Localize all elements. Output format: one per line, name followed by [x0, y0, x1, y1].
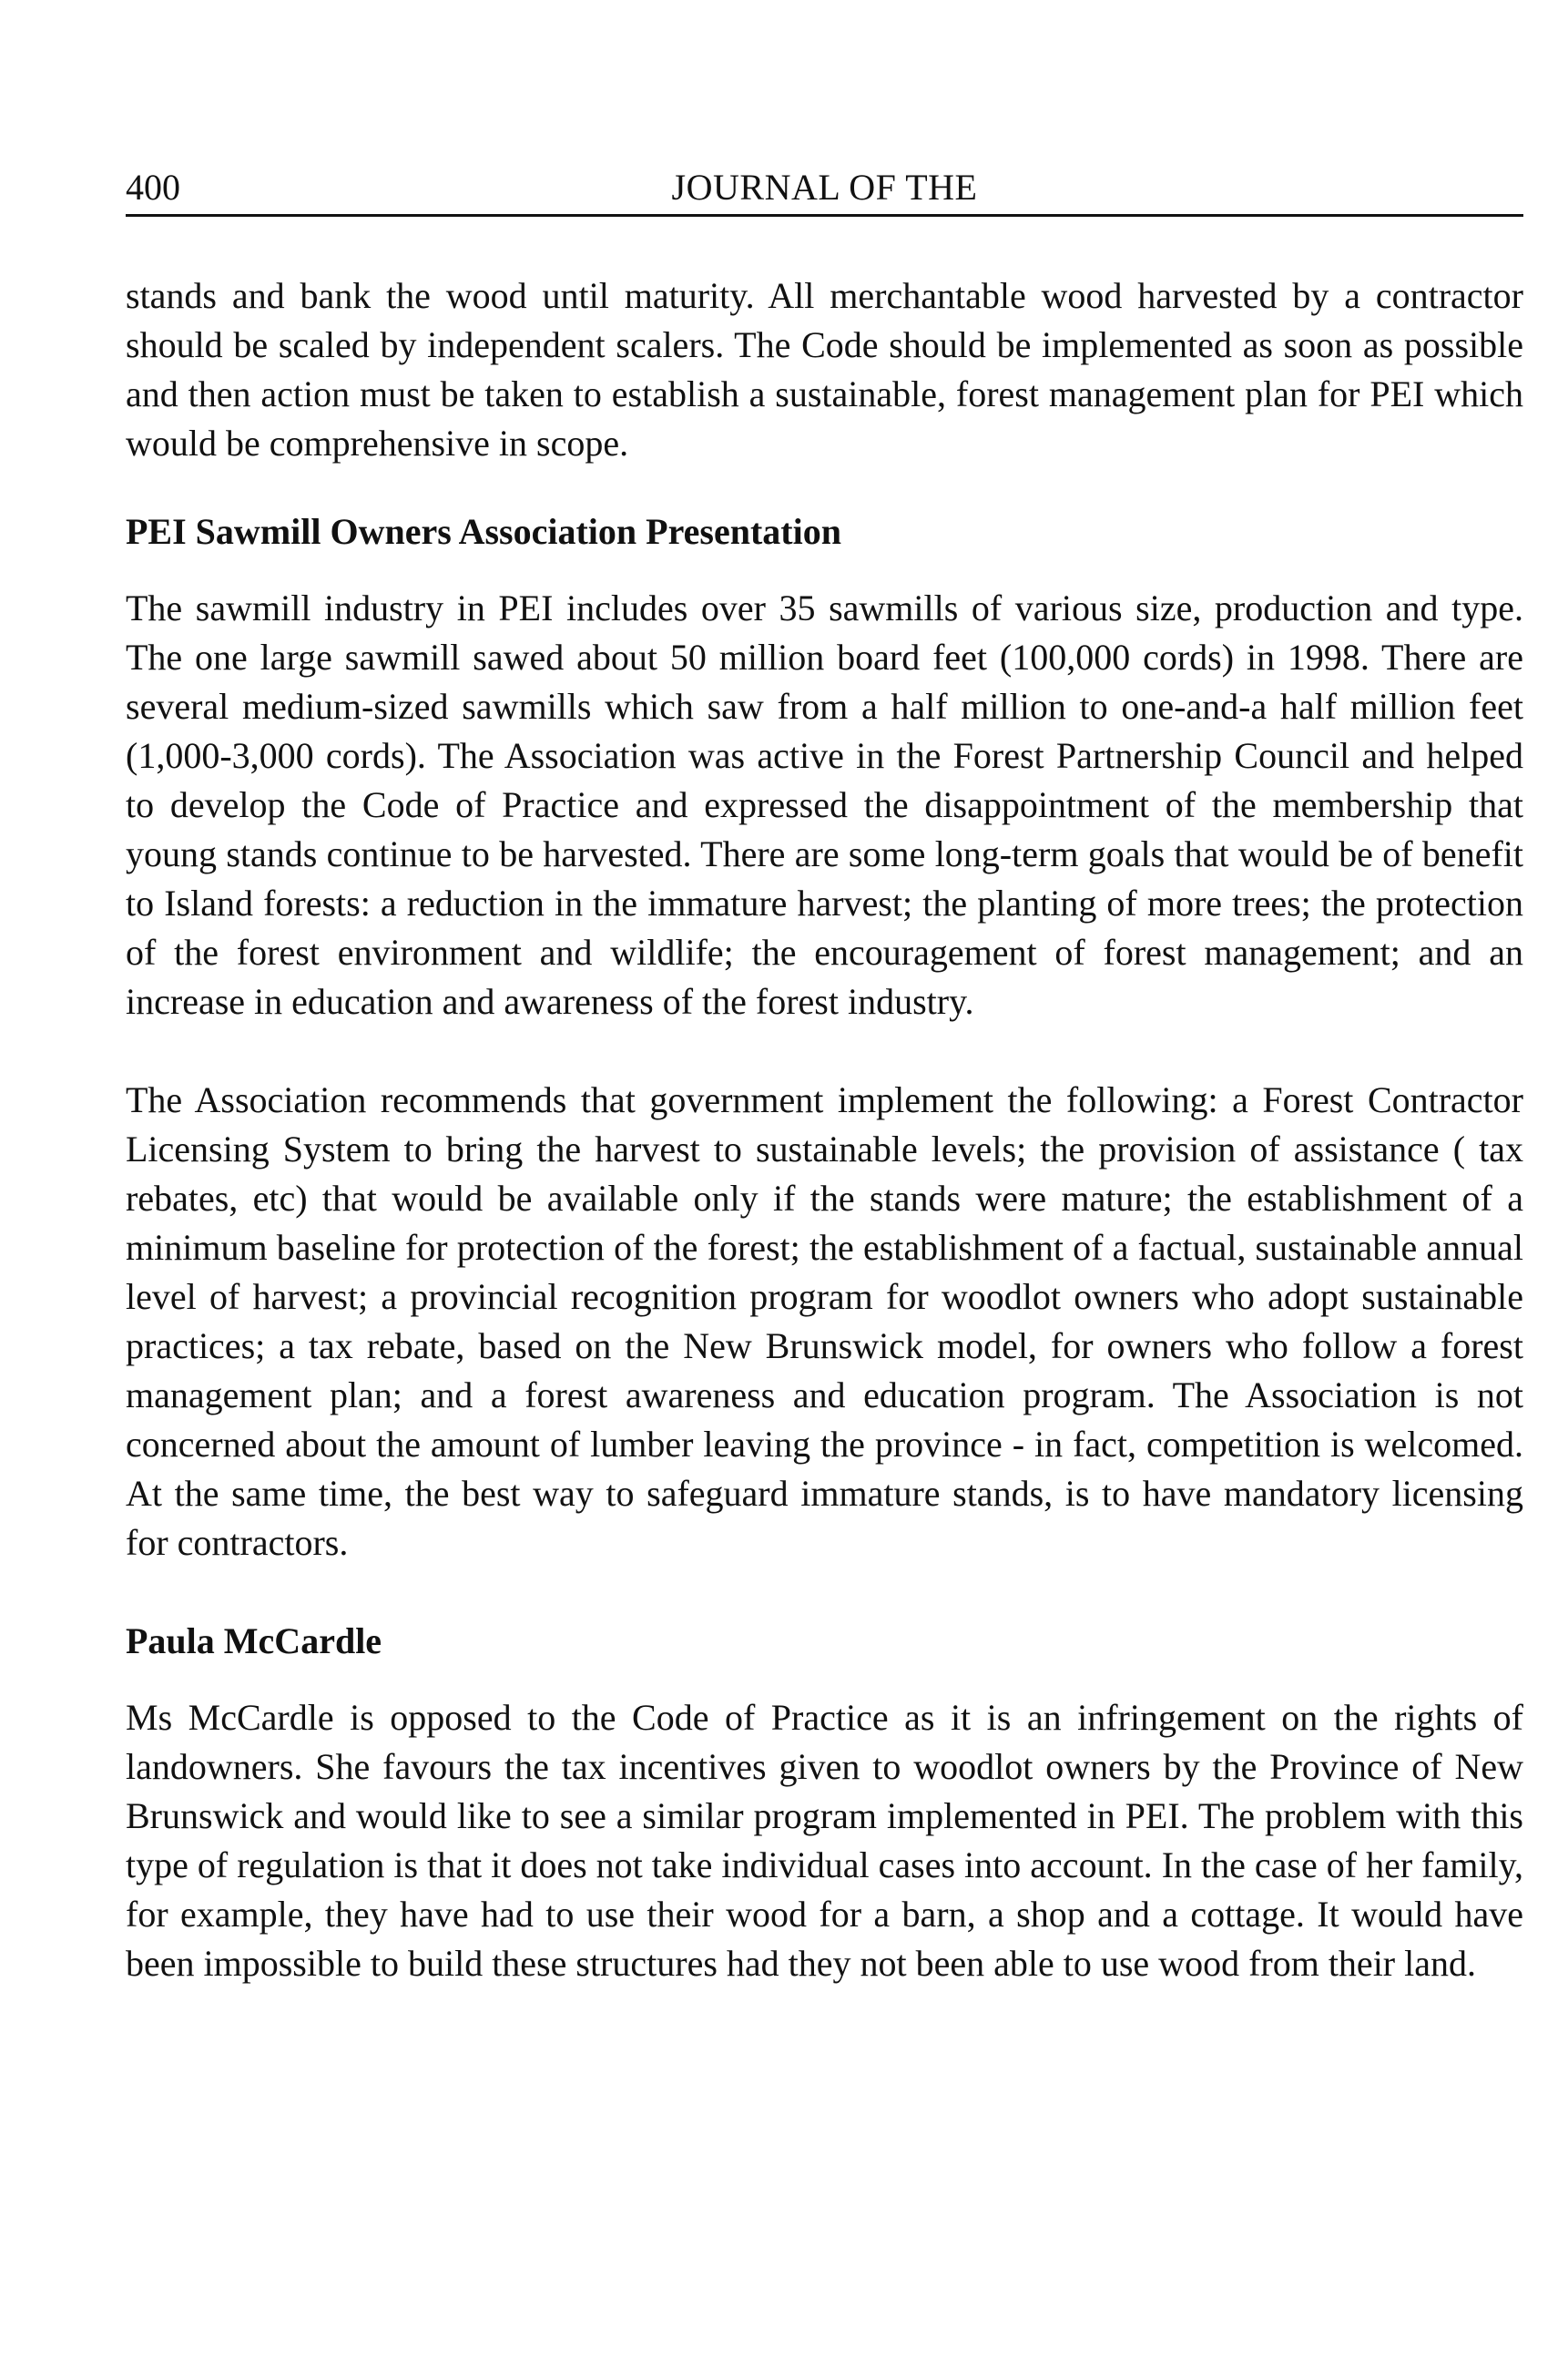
sawmill-paragraph-1: The sawmill industry in PEI includes over 35 sawmills of various size, production and type. The one large sawmill sawed about 50 million board feet (100,000 cords) in 1998. There are several medium-sized sawmills which saw from a half million to one-and-a half million feet (1,000-3,000 cords). The Association was active in the Forest Partnership Council and helped to develop the Code of Practice and expressed the disappointment of the membership that young stands continue to be harvested. There are some long-term goals that would be of benefit to Island forests: a reduction in the immature harvest; the planting of more trees; the protection of the forest environment and wildlife; the encouragement of forest management; and an increase in education and awareness of the forest industry.: [126, 587, 1523, 1022]
section-heading-sawmill-owners: PEI Sawmill Owners Association Presentation: [126, 511, 841, 552]
journal-title: JOURNAL OF THE: [671, 167, 978, 208]
sawmill-paragraph-2: The Association recommends that government implement the following: a Forest Contractor Licensing System to bring the harvest to sustainable levels; the provision of assistance ( tax rebates, etc) that would be available only if the stands were mature; the establishment of a minimum baseline for protection of the forest; the establishment of a factual, sustainable annual level of harvest; a provincial recognition program for woodlot owners who adopt sustainable practices; a tax rebate, based on the New Brunswick model, for owners who follow a forest management plan; and a forest awareness and education program. The Association is not concerned about the amount of lumber leaving the province - in fact, competition is welcomed. At the same time, the best way to safeguard immature stands, is to have mandatory licensing for contractors.: [126, 1079, 1523, 1563]
mccardle-paragraph-1: Ms McCardle is opposed to the Code of Practice as it is an infringement on the rights of landowners. She favours the tax incentives given to woodlot owners by the Province of New Brunswick and would like to see a similar program implemented in PEI. The problem with this type of regulation is that it does not take individual cases into account. In the case of her family, for example, they have had to use their wood for a barn, a shop and a cottage. It would have been impossible to build these structures had they not been able to use wood from their land.: [126, 1697, 1523, 1984]
document-page: [126, 159, 1523, 1988]
section-heading-paula-mccardle: Paula McCardle: [126, 1620, 382, 1661]
page-number: 400: [126, 167, 180, 208]
running-header: [126, 159, 1523, 217]
continuation-paragraph: stands and bank the wood until maturity. All merchantable wood harvested by a contractor should be scaled by independent scalers. The Code should be implemented as soon as possible and then action must be taken to establish a sustainable, forest management plan for PEI which would be comprehensive in scope.: [126, 275, 1523, 464]
